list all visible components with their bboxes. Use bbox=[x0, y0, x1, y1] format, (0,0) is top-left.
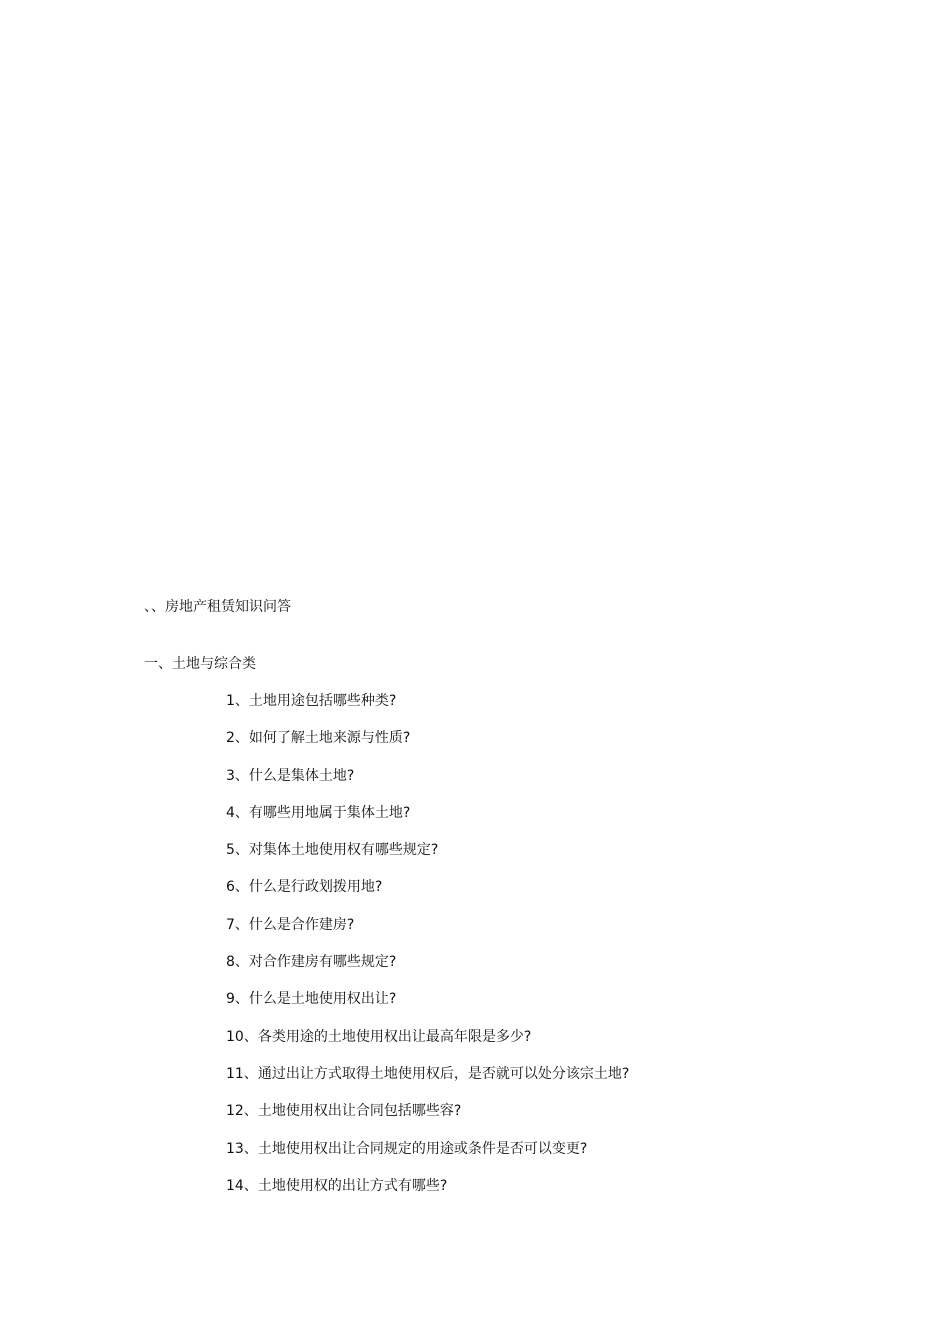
question-item-12: 12、土地使用权出让合同包括哪些容? bbox=[226, 1103, 462, 1120]
question-item-2: 2、如何了解土地来源与性质? bbox=[226, 730, 411, 747]
section-heading: 一、土地与综合类 bbox=[144, 656, 256, 672]
question-item-11: 11、通过出让方式取得土地使用权后，是否就可以处分该宗土地? bbox=[226, 1065, 630, 1082]
question-item-8: 8、对合作建房有哪些规定? bbox=[226, 954, 397, 971]
question-item-13: 13、土地使用权出让合同规定的用途或条件是否可以变更? bbox=[226, 1140, 588, 1157]
question-item-3: 3、什么是集体土地? bbox=[226, 767, 355, 784]
question-item-1: 1、土地用途包括哪些种类? bbox=[226, 693, 397, 709]
question-item-14: 14、土地使用权的出让方式有哪些? bbox=[226, 1177, 448, 1194]
question-item-6: 6、什么是行政划拨用地? bbox=[226, 879, 383, 896]
question-item-9: 9、什么是土地使用权出让? bbox=[226, 991, 397, 1008]
question-item-7: 7、什么是合作建房? bbox=[226, 916, 355, 933]
question-list bbox=[226, 691, 629, 1213]
question-item-5: 5、对集体土地使用权有哪些规定? bbox=[226, 842, 439, 859]
question-item-4: 4、有哪些用地属于集体土地? bbox=[226, 804, 411, 821]
question-item-10: 10、各类用途的土地使用权出让最高年限是多少? bbox=[226, 1028, 532, 1045]
document-title: 、、房地产租赁知识问答 bbox=[144, 599, 291, 615]
